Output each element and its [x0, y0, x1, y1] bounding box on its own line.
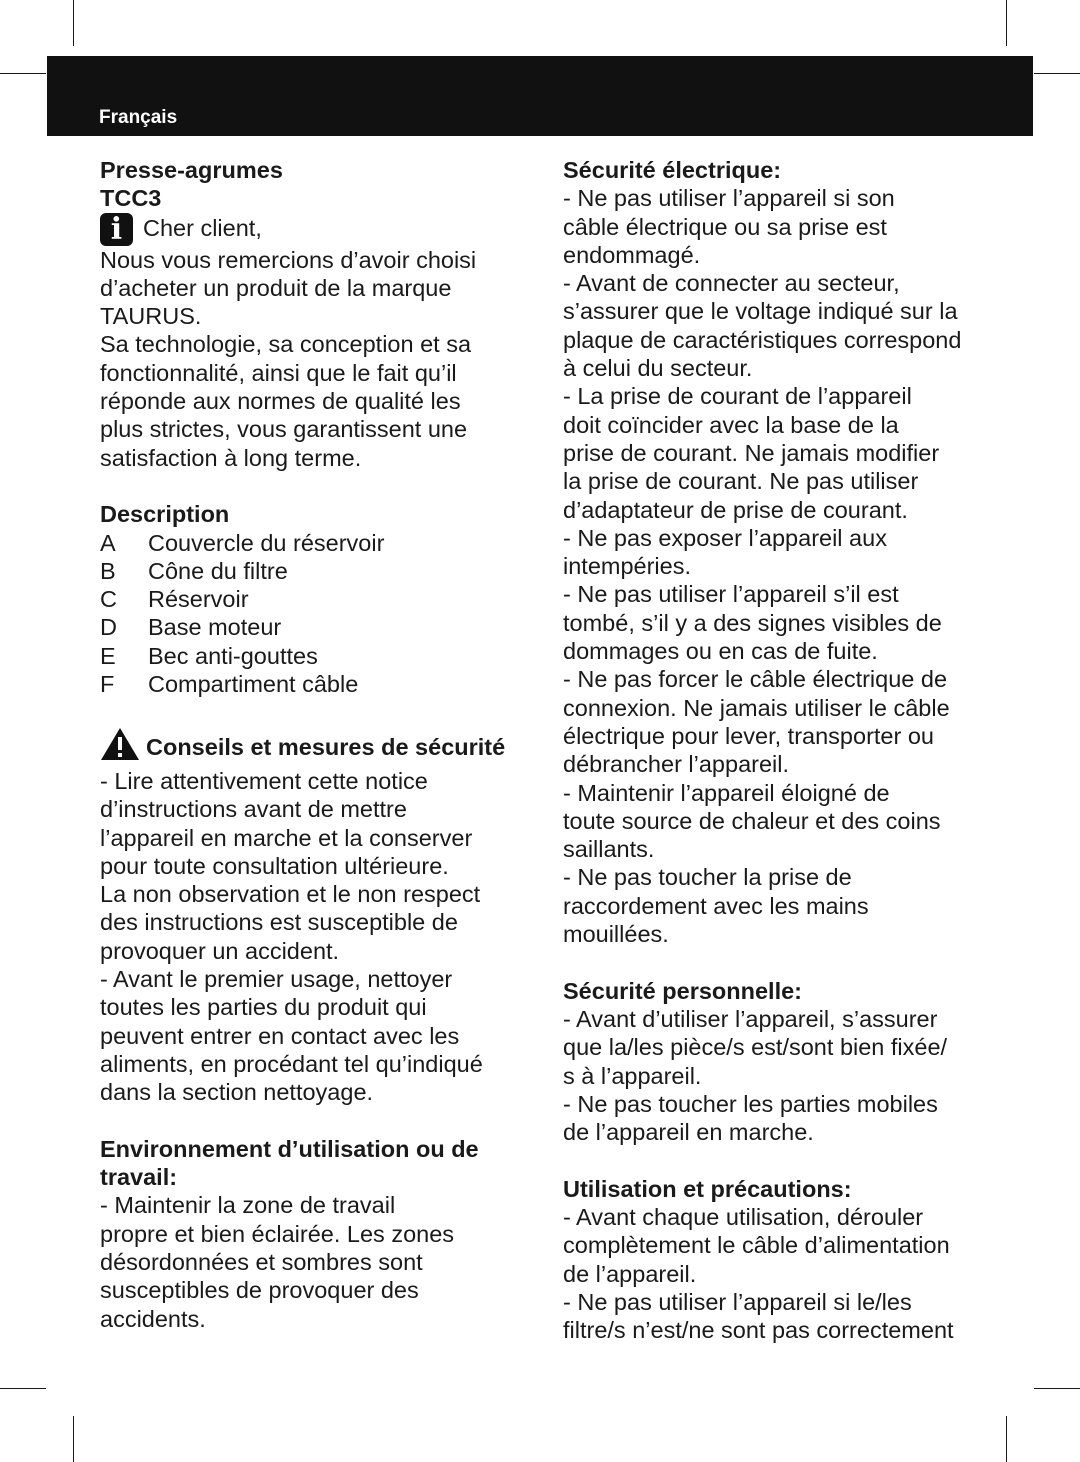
- text-line: réponde aux normes de qualité les: [100, 388, 461, 415]
- text-line: - Avant le premier usage, nettoyer: [100, 966, 453, 993]
- electrical-safety-list: [563, 184, 988, 948]
- item-letter: F: [100, 671, 115, 698]
- text-line: satisfaction à long terme.: [100, 444, 362, 471]
- text-line: provoquer un accident.: [100, 937, 340, 964]
- text-line: - Ne pas exposer l’appareil aux: [563, 524, 887, 551]
- text-line: Nous vous remercions d’avoir choisi: [100, 246, 477, 273]
- text-line: - Ne pas utiliser l’appareil s’il est: [563, 581, 899, 608]
- text-line: débrancher l’appareil.: [563, 751, 790, 778]
- text-line: - Ne pas toucher la prise de: [563, 864, 852, 891]
- text-line: fonctionnalité, ainsi que le fait qu’il: [100, 359, 457, 386]
- crop-mark: [1006, 0, 1007, 46]
- text-line: - Ne pas utiliser l’appareil si son: [563, 185, 895, 212]
- crop-mark: [73, 1416, 74, 1462]
- list-item: [100, 670, 525, 698]
- list-item: [563, 382, 988, 523]
- text-line: accidents.: [100, 1305, 206, 1332]
- text-line: de l’appareil en marche.: [563, 1119, 814, 1146]
- item-label: Bec anti-gouttes: [148, 642, 318, 669]
- item-label: Cône du filtre: [148, 557, 288, 584]
- description-list: [100, 529, 525, 699]
- list-item: [100, 642, 525, 670]
- item-letter: C: [100, 586, 117, 613]
- text-line: que la/les pièce/s est/sont bien fixée/: [563, 1034, 948, 1061]
- text-line: raccordement avec les mains: [563, 892, 869, 919]
- language-header-bar: [47, 56, 1033, 136]
- safety-heading-line: [100, 727, 525, 767]
- text-line: Sa technologie, sa conception et sa: [100, 331, 472, 358]
- left-column: [100, 156, 525, 1333]
- list-item: [563, 269, 988, 382]
- crop-mark: [1034, 1388, 1080, 1389]
- text-line: d’acheter un produit de la marque: [100, 274, 452, 301]
- text-line: susceptibles de provoquer des: [100, 1277, 419, 1304]
- text-line: - Avant chaque utilisation, dérouler: [563, 1203, 924, 1230]
- environment-paragraph: [100, 1191, 525, 1332]
- product-model: TCC3: [100, 185, 162, 212]
- list-item: [563, 580, 988, 665]
- text-line: peuvent entrer en contact avec les: [100, 1022, 460, 1049]
- text-line: - La prise de courant de l’appareil: [563, 383, 912, 410]
- crop-mark: [1034, 73, 1080, 74]
- text-line: d’adaptateur de prise de courant.: [563, 496, 908, 523]
- text-line: complètement le câble d’alimentation: [563, 1232, 950, 1259]
- item-label: Couvercle du réservoir: [148, 529, 385, 556]
- list-item: [100, 529, 525, 557]
- crop-mark: [73, 0, 74, 46]
- item-label: Base moteur: [148, 614, 282, 641]
- item-label: Réservoir: [148, 586, 249, 613]
- text-line: électrique pour lever, transporter ou: [563, 722, 934, 749]
- list-item: [100, 557, 525, 585]
- list-item: [100, 613, 525, 641]
- text-line: - Maintenir la zone de travail: [100, 1192, 396, 1219]
- text-line: aliments, en procédant tel qu’indiqué: [100, 1050, 483, 1077]
- text-line: travail:: [100, 1164, 178, 1191]
- text-line: - Avant de connecter au secteur,: [563, 270, 900, 297]
- text-line: s’assurer que le voltage indiqué sur la: [563, 298, 958, 325]
- list-item: [563, 1090, 988, 1147]
- greeting-line: [100, 213, 525, 246]
- safety-heading: Conseils et mesures de sécurité: [146, 733, 506, 760]
- text-line: toutes les parties du produit qui: [100, 994, 427, 1021]
- usage-list: [563, 1203, 988, 1344]
- text-line: - Lire attentivement cette notice: [100, 767, 428, 794]
- item-letter: B: [100, 557, 116, 584]
- text-line: doit coïncider avec la base de la: [563, 411, 899, 438]
- personal-safety-heading: Sécurité personnelle:: [563, 977, 802, 1004]
- list-item: [563, 779, 988, 864]
- safety-paragraph: [100, 767, 525, 965]
- text-line: saillants.: [563, 836, 655, 863]
- description-heading: Description: [100, 501, 230, 528]
- text-line: s à l’appareil.: [563, 1062, 702, 1089]
- text-line: tombé, s’il y a des signes visibles de: [563, 609, 942, 636]
- list-item: [563, 1005, 988, 1090]
- item-letter: E: [100, 642, 116, 669]
- text-line: connexion. Ne jamais utiliser le câble: [563, 694, 950, 721]
- greeting-text: Cher client,: [143, 214, 262, 241]
- text-line: d’instructions avant de mettre: [100, 796, 407, 823]
- safety-paragraph-2: [100, 965, 525, 1106]
- list-item: [563, 1203, 988, 1288]
- text-line: à celui du secteur.: [563, 355, 753, 382]
- crop-mark: [0, 73, 46, 74]
- text-line: La non observation et le non respect: [100, 881, 481, 908]
- list-item: [100, 585, 525, 613]
- crop-mark: [0, 1388, 46, 1389]
- text-line: - Ne pas toucher les parties mobiles: [563, 1090, 938, 1117]
- item-letter: A: [100, 529, 116, 556]
- text-line: filtre/s n’est/ne sont pas correctement: [563, 1317, 954, 1344]
- warning-icon: [100, 727, 140, 767]
- text-line: câble électrique ou sa prise est: [563, 213, 887, 240]
- text-line: dommages ou en cas de fuite.: [563, 638, 878, 665]
- environment-heading: [100, 1135, 525, 1192]
- text-line: dans la section nettoyage.: [100, 1079, 374, 1106]
- text-line: - Avant d’utiliser l’appareil, s’assurer: [563, 1005, 938, 1032]
- text-line: des instructions est susceptible de: [100, 909, 458, 936]
- product-name: Presse-agrumes: [100, 157, 283, 183]
- list-item: [563, 1288, 988, 1345]
- text-line: de l’appareil.: [563, 1260, 697, 1287]
- text-line: plaque de caractéristiques correspond: [563, 326, 962, 353]
- item-label: Compartiment câble: [148, 671, 359, 698]
- text-line: endommagé.: [563, 241, 701, 268]
- text-line: - Ne pas forcer le câble électrique de: [563, 666, 948, 693]
- text-line: la prise de courant. Ne pas utiliser: [563, 468, 919, 495]
- text-line: - Maintenir l’appareil éloigné de: [563, 779, 890, 806]
- text-line: Environnement d’utilisation ou de: [100, 1135, 479, 1162]
- list-item: [563, 665, 988, 778]
- right-column: [563, 156, 988, 1344]
- text-line: propre et bien éclairée. Les zones: [100, 1220, 455, 1247]
- text-line: TAURUS.: [100, 303, 202, 330]
- language-label: Français: [99, 107, 178, 128]
- text-line: mouillées.: [563, 921, 669, 948]
- list-item: [563, 524, 988, 581]
- list-item: [563, 863, 988, 948]
- intro-paragraph: [100, 246, 525, 331]
- crop-mark: [1006, 1416, 1007, 1462]
- text-line: désordonnées et sombres sont: [100, 1248, 423, 1275]
- text-line: plus strictes, vous garantissent une: [100, 416, 468, 443]
- personal-safety-list: [563, 1005, 988, 1146]
- info-icon: i: [100, 213, 133, 246]
- usage-heading: Utilisation et précautions:: [563, 1175, 852, 1202]
- text-line: prise de courant. Ne jamais modifier: [563, 439, 940, 466]
- text-line: - Ne pas utiliser l’appareil si le/les: [563, 1288, 912, 1315]
- text-line: pour toute consultation ultérieure.: [100, 852, 449, 879]
- intro-paragraph-2: [100, 330, 525, 471]
- text-line: intempéries.: [563, 553, 691, 580]
- item-letter: D: [100, 614, 117, 641]
- text-line: toute source de chaleur et des coins: [563, 807, 941, 834]
- list-item: [563, 184, 988, 269]
- electrical-safety-heading: Sécurité électrique:: [563, 157, 782, 183]
- text-line: l’appareil en marche et la conserver: [100, 824, 473, 851]
